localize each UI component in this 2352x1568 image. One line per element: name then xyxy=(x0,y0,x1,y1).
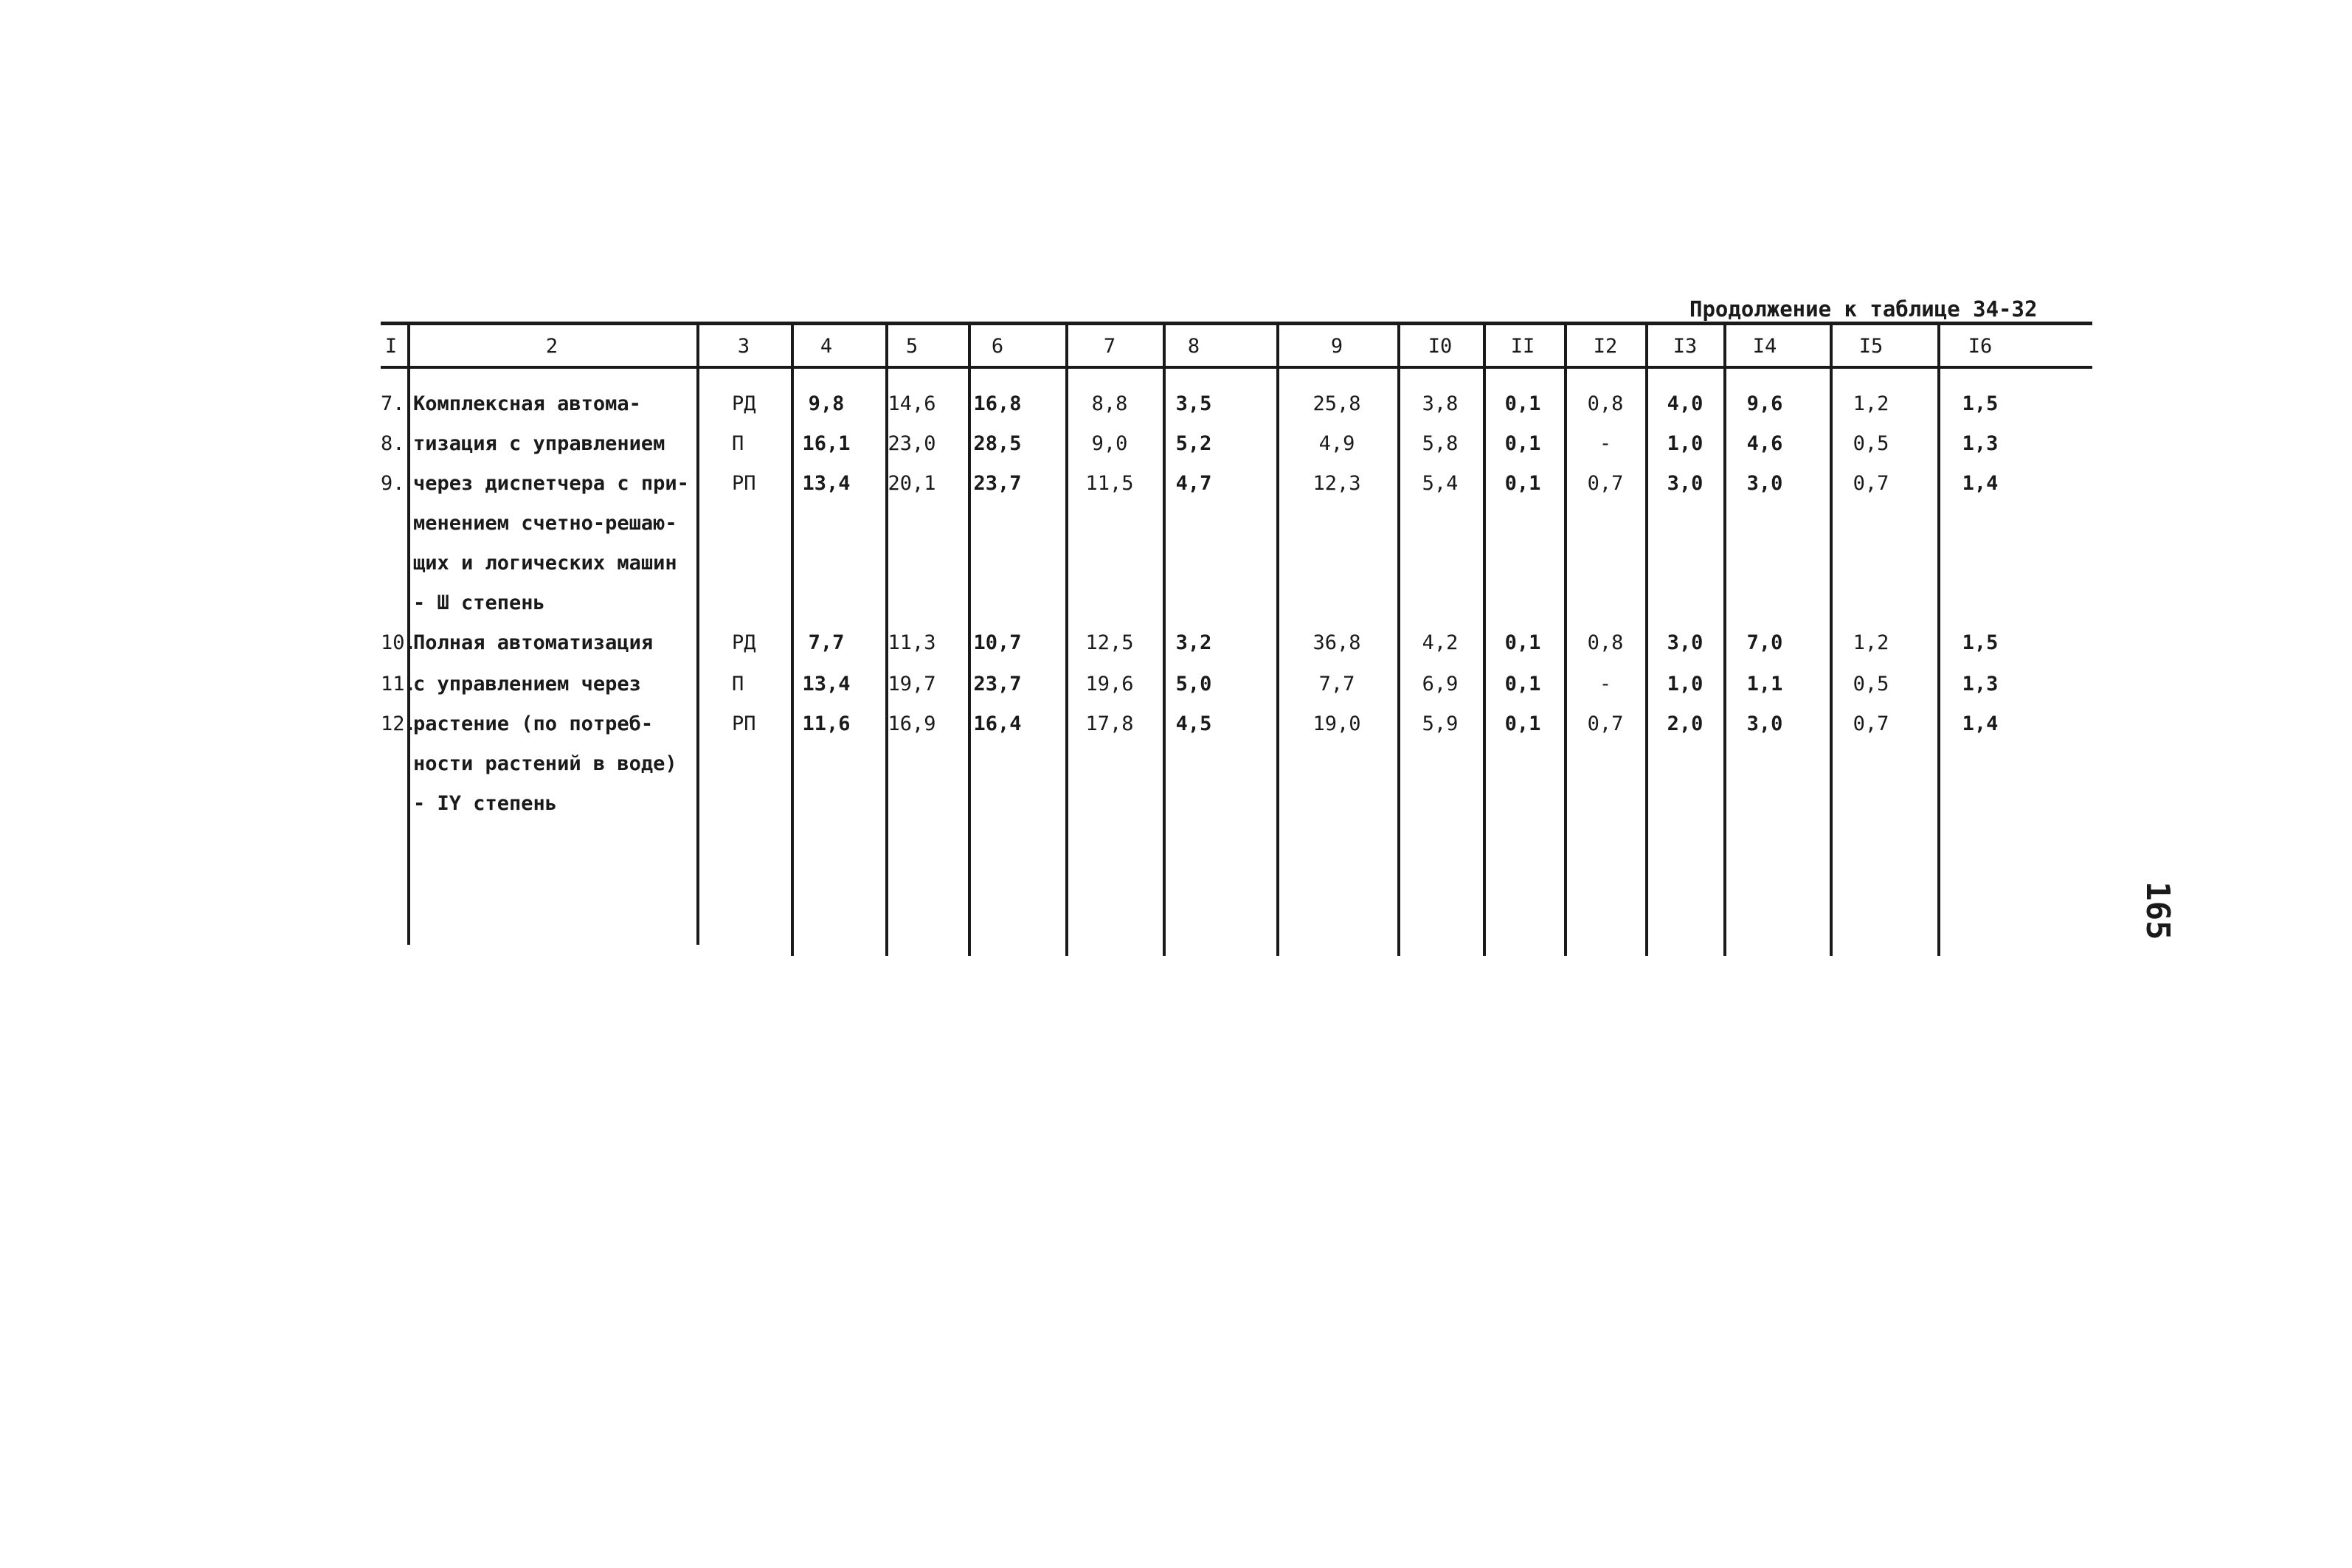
data-cell: 4,2 xyxy=(1422,631,1459,654)
data-cell: 0,5 xyxy=(1853,673,1889,695)
column-header: 2 xyxy=(545,335,558,358)
data-cell: 9,6 xyxy=(1746,392,1783,415)
data-cell: 1,2 xyxy=(1853,392,1889,415)
row-type: П xyxy=(732,432,744,455)
data-cell: 0,1 xyxy=(1504,673,1541,695)
data-cell: - xyxy=(1599,432,1612,455)
data-cell: 20,1 xyxy=(888,472,936,495)
data-cell: 8,8 xyxy=(1091,392,1128,415)
row-description: Комплексная автома- xyxy=(413,392,641,415)
data-cell: 0,8 xyxy=(1587,392,1624,415)
data-cell: 19,0 xyxy=(1312,712,1361,735)
data-cell: 1,5 xyxy=(1962,631,1999,654)
data-cell: 7,7 xyxy=(1318,673,1355,695)
data-cell: 4,5 xyxy=(1175,712,1212,735)
data-cell: 4,0 xyxy=(1667,392,1704,415)
column-divider xyxy=(1830,322,1833,956)
data-cell: 5,4 xyxy=(1422,472,1459,495)
data-cell: 1,0 xyxy=(1667,673,1704,695)
row-type: РД xyxy=(732,392,756,415)
column-header: II xyxy=(1510,335,1535,358)
column-header: I2 xyxy=(1593,335,1618,358)
row-description: менением счетно-решаю- xyxy=(413,512,677,535)
data-cell: 3,8 xyxy=(1422,392,1459,415)
data-cell: 3,0 xyxy=(1746,472,1783,495)
data-cell: 12,5 xyxy=(1085,631,1134,654)
data-cell: 1,0 xyxy=(1667,432,1704,455)
row-type: П xyxy=(732,673,744,695)
row-type: РП xyxy=(732,712,756,735)
row-description: Полная автоматизация xyxy=(413,631,654,654)
data-cell: 16,9 xyxy=(888,712,936,735)
data-cell: 5,0 xyxy=(1175,673,1212,695)
column-divider xyxy=(1276,322,1279,956)
data-cell: 0,1 xyxy=(1504,631,1541,654)
row-number: 10. xyxy=(381,631,417,654)
data-cell: 5,2 xyxy=(1175,432,1212,455)
data-cell: 6,9 xyxy=(1422,673,1459,695)
row-number: 7. xyxy=(381,392,405,415)
data-cell: 23,0 xyxy=(888,432,936,455)
data-cell: 28,5 xyxy=(973,432,1022,455)
data-cell: 9,0 xyxy=(1091,432,1128,455)
column-divider xyxy=(1397,322,1400,956)
row-description: с управлением через xyxy=(413,673,641,695)
data-cell: 4,6 xyxy=(1746,432,1783,455)
data-cell: 1,3 xyxy=(1962,432,1999,455)
column-header: I4 xyxy=(1752,335,1777,358)
column-divider xyxy=(1723,322,1726,956)
data-cell: 5,8 xyxy=(1422,432,1459,455)
data-cell: 2,0 xyxy=(1667,712,1704,735)
row-description: щих и логических машин xyxy=(413,552,677,575)
data-cell: 0,1 xyxy=(1504,432,1541,455)
row-type: РД xyxy=(732,631,756,654)
data-cell: 0,7 xyxy=(1587,712,1624,735)
row-description: растение (по потреб- xyxy=(413,712,654,735)
data-cell: 1,5 xyxy=(1962,392,1999,415)
data-cell: 16,4 xyxy=(973,712,1022,735)
row-number: 9. xyxy=(381,472,405,495)
column-divider xyxy=(1163,322,1166,956)
column-header: 7 xyxy=(1103,335,1116,358)
data-cell: 9,8 xyxy=(808,392,845,415)
data-cell: 0,5 xyxy=(1853,432,1889,455)
data-cell: 16,1 xyxy=(802,432,851,455)
row-type: РП xyxy=(732,472,756,495)
column-header: 5 xyxy=(905,335,919,358)
column-divider xyxy=(696,322,699,945)
data-cell: 0,7 xyxy=(1853,712,1889,735)
column-header: 3 xyxy=(737,335,750,358)
row-number: 12. xyxy=(381,712,417,735)
page-number: 165 xyxy=(2139,881,2176,940)
column-divider xyxy=(1483,322,1486,956)
data-cell: 0,1 xyxy=(1504,472,1541,495)
column-divider xyxy=(791,322,794,956)
data-cell: 23,7 xyxy=(973,673,1022,695)
data-cell: 0,8 xyxy=(1587,631,1624,654)
column-header: I5 xyxy=(1858,335,1884,358)
data-cell: 25,8 xyxy=(1312,392,1361,415)
data-cell: 11,6 xyxy=(802,712,851,735)
column-divider xyxy=(1645,322,1648,956)
data-cell: 19,7 xyxy=(888,673,936,695)
data-cell: 3,0 xyxy=(1746,712,1783,735)
data-cell: 13,4 xyxy=(802,673,851,695)
data-cell: 3,0 xyxy=(1667,631,1704,654)
data-cell: 5,9 xyxy=(1422,712,1459,735)
data-cell: 4,9 xyxy=(1318,432,1355,455)
data-cell: 1,4 xyxy=(1962,712,1999,735)
data-cell: 17,8 xyxy=(1085,712,1134,735)
data-cell: 1,2 xyxy=(1853,631,1889,654)
row-number: 11. xyxy=(381,673,417,695)
row-description: - IY степень xyxy=(413,792,558,815)
data-cell: 23,7 xyxy=(973,472,1022,495)
row-description: тизация с управлением xyxy=(413,432,665,455)
data-cell: 7,0 xyxy=(1746,631,1783,654)
data-cell: 0,1 xyxy=(1504,712,1541,735)
data-cell: 0,1 xyxy=(1504,392,1541,415)
data-cell: 1,4 xyxy=(1962,472,1999,495)
data-cell: 1,1 xyxy=(1746,673,1783,695)
column-header: 9 xyxy=(1330,335,1343,358)
column-divider xyxy=(968,322,971,956)
data-table xyxy=(381,322,2092,956)
column-header: 6 xyxy=(991,335,1004,358)
column-header: I0 xyxy=(1428,335,1453,358)
column-header: I xyxy=(384,335,398,358)
column-divider xyxy=(1564,322,1567,956)
row-description: через диспетчера с при- xyxy=(413,472,689,495)
row-description: ности растений в воде) xyxy=(413,752,677,775)
column-divider xyxy=(1065,322,1068,956)
data-cell: - xyxy=(1599,673,1612,695)
column-header: I6 xyxy=(1968,335,1993,358)
data-cell: 13,4 xyxy=(802,472,851,495)
data-cell: 0,7 xyxy=(1587,472,1624,495)
column-header: 8 xyxy=(1187,335,1200,358)
top-rule xyxy=(381,322,2092,325)
column-header: 4 xyxy=(820,335,833,358)
data-cell: 4,7 xyxy=(1175,472,1212,495)
row-description: - Ш степень xyxy=(413,592,545,614)
column-header: I3 xyxy=(1673,335,1698,358)
data-cell: 7,7 xyxy=(808,631,845,654)
data-cell: 36,8 xyxy=(1312,631,1361,654)
table-caption: Продолжение к таблице 34-32 xyxy=(1689,296,2038,322)
row-number: 8. xyxy=(381,432,405,455)
data-cell: 11,3 xyxy=(888,631,936,654)
data-cell: 12,3 xyxy=(1312,472,1361,495)
data-cell: 16,8 xyxy=(973,392,1022,415)
data-cell: 10,7 xyxy=(973,631,1022,654)
data-cell: 3,0 xyxy=(1667,472,1704,495)
data-cell: 14,6 xyxy=(888,392,936,415)
header-rule xyxy=(381,366,2092,369)
data-cell: 0,7 xyxy=(1853,472,1889,495)
data-cell: 3,2 xyxy=(1175,631,1212,654)
column-divider xyxy=(1937,322,1940,956)
data-cell: 1,3 xyxy=(1962,673,1999,695)
data-cell: 11,5 xyxy=(1085,472,1134,495)
data-cell: 3,5 xyxy=(1175,392,1212,415)
data-cell: 19,6 xyxy=(1085,673,1134,695)
